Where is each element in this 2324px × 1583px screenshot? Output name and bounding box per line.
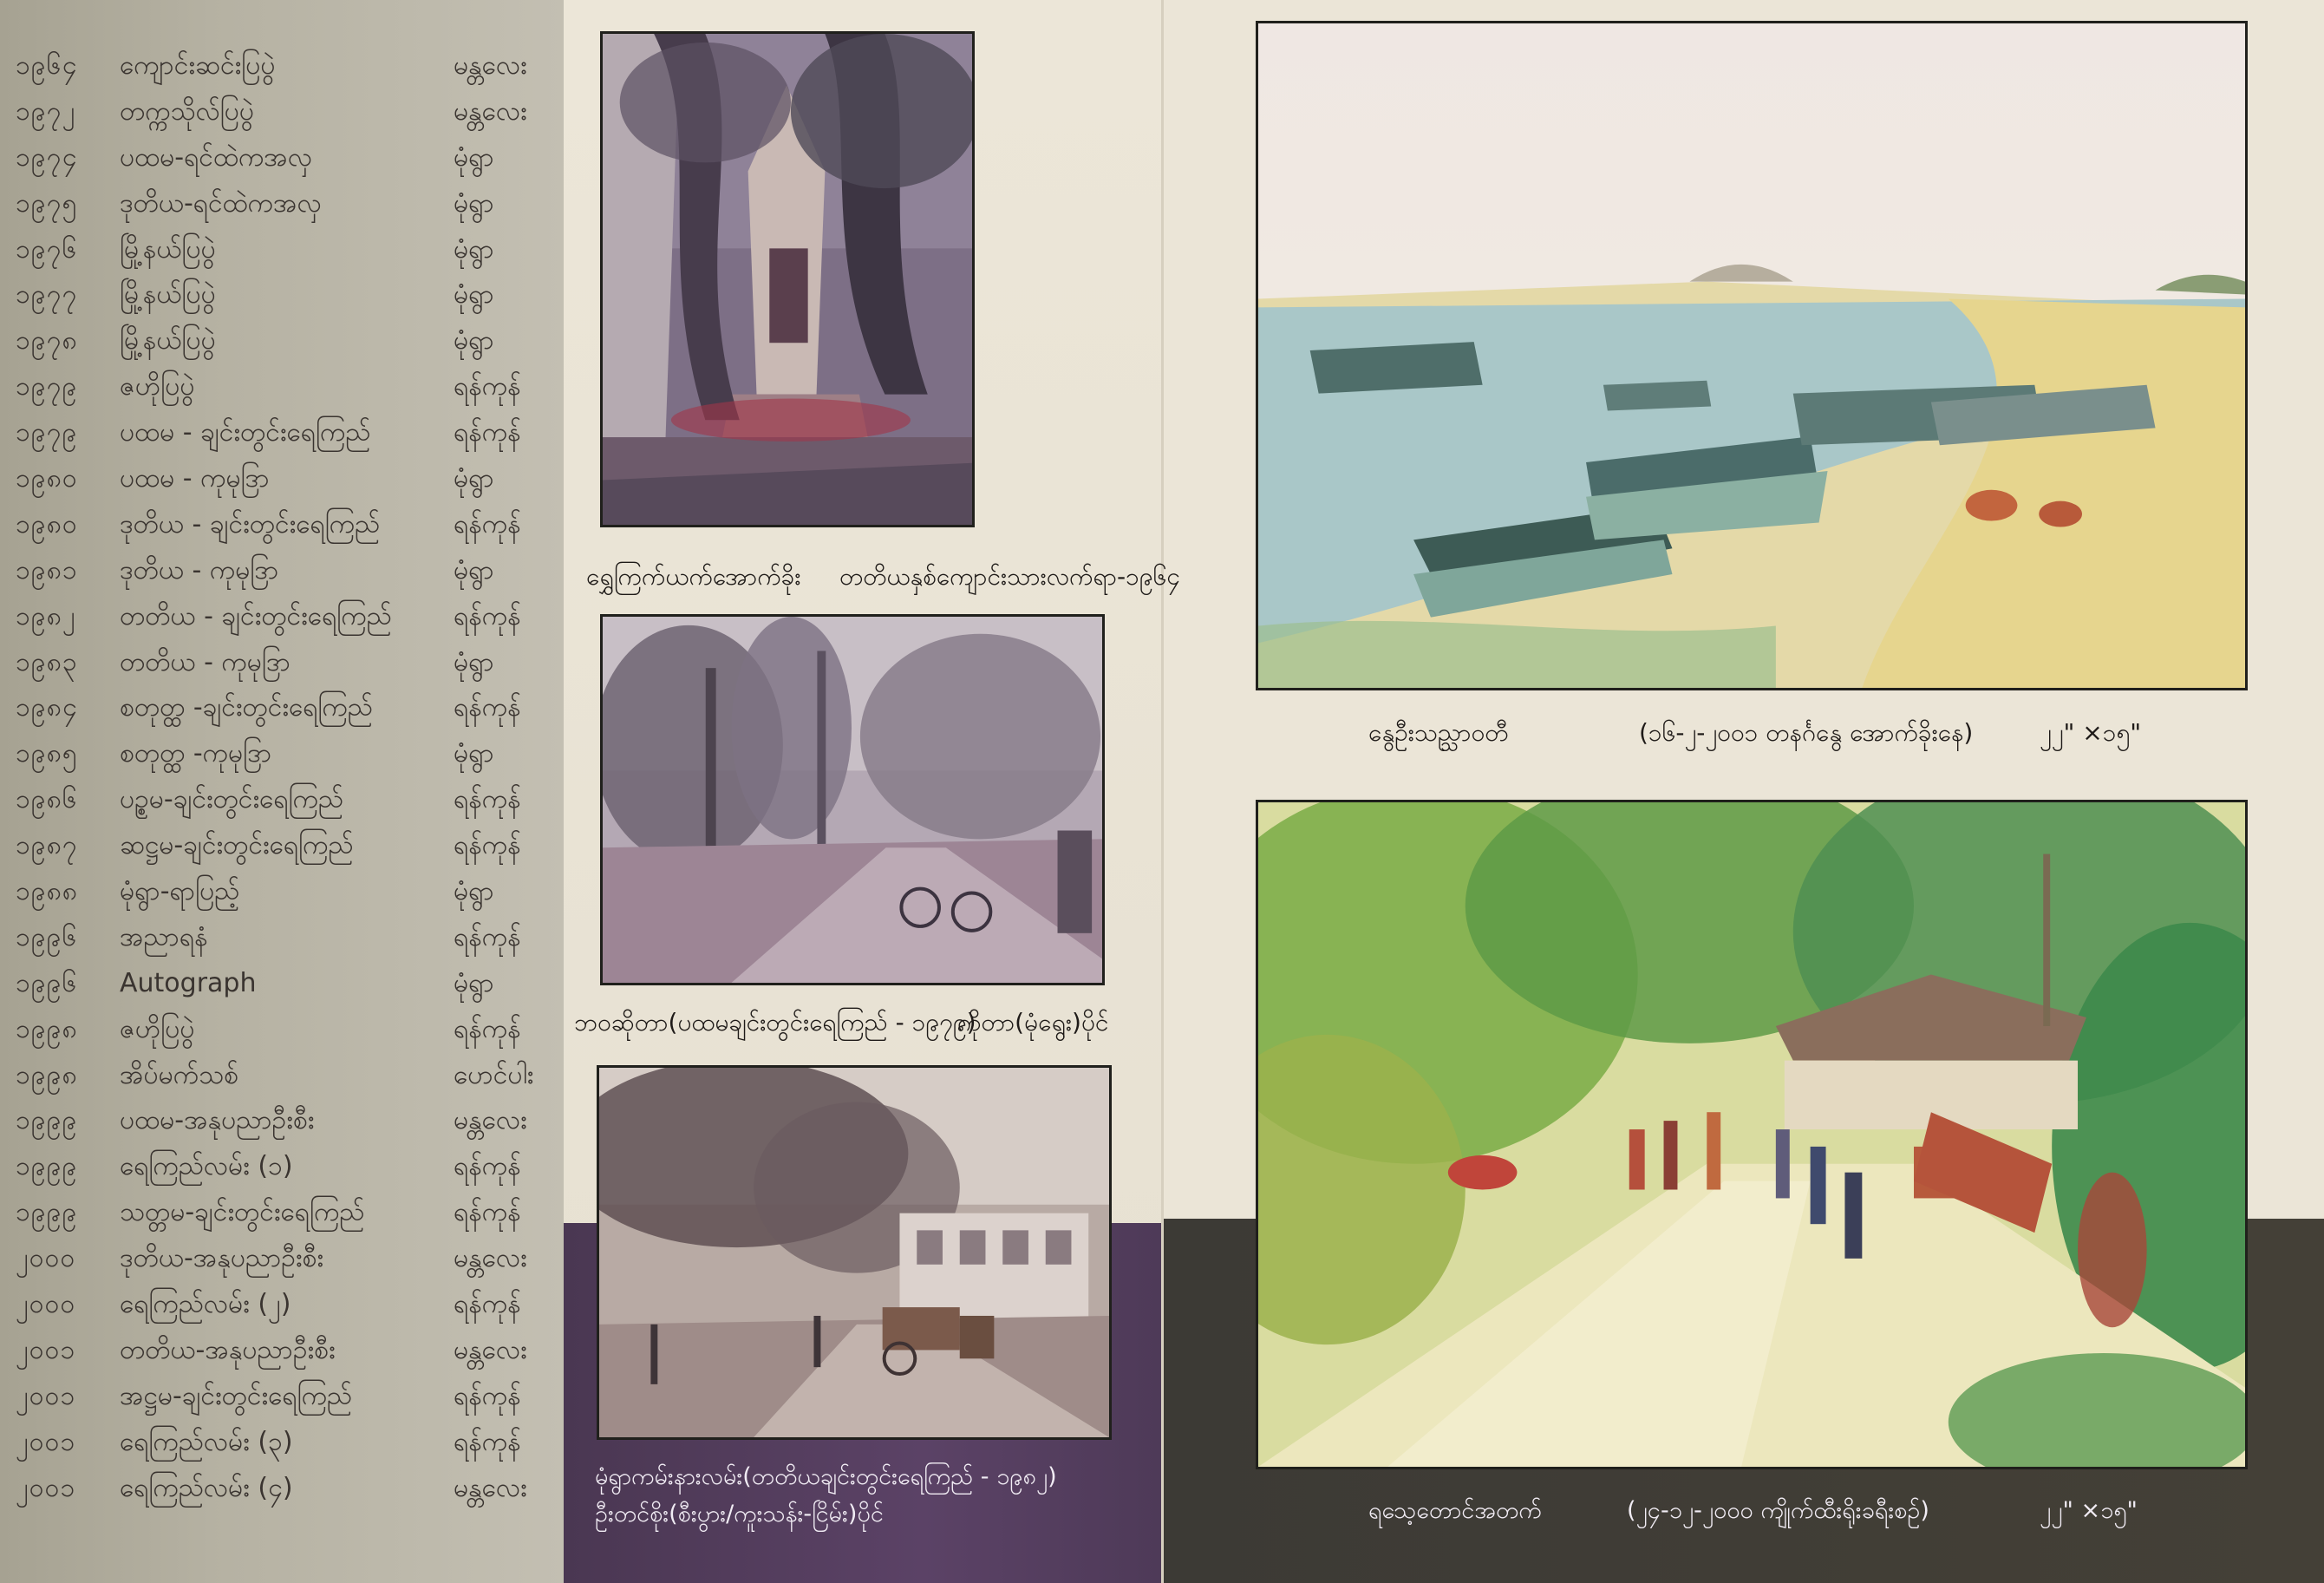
caption-road-owner: ကိုတာ(မုံရွေး)ပိုင်	[957, 1008, 1109, 1037]
caption-temple-detail: တတိယနှစ်ကျောင်းသားလက်ရာ-၁၉၆၄	[839, 562, 1181, 591]
exhibition-title: ပထမ-အနုပညာဦးစီး	[120, 1105, 315, 1136]
exhibition-place: ပောင်ပါး	[454, 1059, 534, 1090]
exhibition-place: ရန်ကုန်	[454, 1013, 521, 1044]
exhibition-year: ၁၉၈၃	[16, 646, 78, 677]
exhibition-row	[16, 43, 562, 89]
exhibition-title: ကျောင်းဆင်းပြပွဲ	[120, 50, 276, 81]
exhibition-row	[16, 410, 562, 456]
exhibition-title: တတိယ - ကုမုဒြာ	[120, 646, 290, 677]
exhibition-place: မုံရွာ	[454, 876, 494, 907]
exhibition-place: ရန်ကုန်	[454, 1426, 521, 1457]
exhibition-title: ရေကြည်လမ်း (၂)	[120, 1289, 291, 1320]
exhibition-title: ရေကြည်လမ်း (၁)	[120, 1151, 293, 1182]
exhibition-place: မန္တလေး	[454, 1472, 527, 1503]
exhibition-year: ၁၉၇၂	[16, 95, 76, 127]
exhibition-row	[16, 594, 562, 640]
exhibition-row	[16, 869, 562, 915]
exhibition-place: မုံရွာ	[454, 646, 494, 677]
exhibition-row	[16, 364, 562, 410]
exhibition-year: ၂၀၀၁	[16, 1472, 76, 1503]
exhibition-row	[16, 89, 562, 135]
exhibition-year: ၁၉၉၉	[16, 1151, 78, 1182]
exhibition-title: မြို့နယ်ပြပွဲ	[120, 233, 216, 265]
exhibition-panel	[0, 0, 564, 1583]
exhibition-place: ရန်ကုန်	[454, 921, 521, 952]
exhibition-title: ဒုတိယ-အနုပညာဦးစီး	[120, 1243, 324, 1274]
exhibition-place: မန္တလေး	[454, 1105, 527, 1136]
exhibition-place: ရန်ကုန်	[454, 417, 521, 448]
exhibition-row	[16, 731, 562, 777]
exhibition-row	[16, 272, 562, 318]
exhibition-place: ရန်ကုန်	[454, 692, 521, 723]
exhibition-title: တက္ကသိုလ်ပြပွဲ	[120, 95, 254, 127]
caption-temple-title: ရွှေကြက်ယက်အောက်ခိုး	[586, 562, 801, 591]
exhibition-year: ၁၉၇၅	[16, 187, 78, 219]
painting-market	[1256, 800, 2248, 1469]
painting-temple	[600, 31, 975, 527]
exhibition-year: ၁၉၇၇	[16, 279, 78, 311]
exhibition-year: ၁၉၇၆	[16, 233, 78, 265]
caption-street-line1: မုံရွာကမ်းနားလမ်း(တတိယချင်းတွင်းရေကြည် - ၁၉၈၂)	[595, 1463, 1057, 1490]
exhibition-place: မုံရွာ	[454, 233, 494, 265]
exhibition-title: မြို့နယ်ပြပွဲ	[120, 325, 216, 357]
exhibition-title: ဒုတိယ - ကုမုဒြာ	[120, 554, 279, 585]
caption-street-line2: ဦးတင်စိုး(စီးပွား/ကူးသန်း-ငြိမ်း)ပိုင်	[595, 1501, 884, 1527]
exhibition-row	[16, 685, 562, 731]
exhibition-place: မုံရွာ	[454, 463, 494, 494]
exhibition-place: မန္တလေး	[454, 95, 527, 127]
exhibition-year: ၂၀၀၀	[16, 1289, 76, 1320]
painting-river	[1256, 21, 2248, 690]
exhibition-year: ၁၉၉၈	[16, 1059, 78, 1090]
exhibition-place: ရန်ကုန်	[454, 600, 521, 631]
exhibition-row	[16, 456, 562, 502]
exhibition-title: အိပ်မက်သစ်	[120, 1059, 239, 1090]
exhibition-row	[16, 1098, 562, 1144]
exhibition-year: ၁၉၇၄	[16, 141, 78, 173]
exhibition-year: ၁၉၇၉	[16, 417, 78, 448]
exhibition-year: ၁၉၈၁	[16, 554, 78, 585]
exhibition-row	[16, 1007, 562, 1053]
caption-river-detail: (၁၆-၂-၂၀၀၁ တနင်္ဂနွေ အောက်ခိုးနေ)	[1639, 718, 1974, 747]
caption-market-title: ရသေ့တောင်အတက်	[1368, 1497, 1542, 1524]
exhibition-year: ၁၉၆၄	[16, 50, 78, 81]
exhibition-place: မန္တလေး	[454, 1334, 527, 1365]
exhibition-title: ဆဋ္ဌမ-ချင်းတွင်းရေကြည်	[120, 830, 354, 861]
caption-river-title: နွေဦးသည္သာဝတီ	[1368, 718, 1509, 747]
exhibition-place: မုံရွာ	[454, 967, 494, 998]
exhibition-title: စတုတ္ထ -ချင်းတွင်းရေကြည်	[120, 692, 373, 723]
painting-street	[597, 1065, 1112, 1440]
exhibition-row	[16, 227, 562, 273]
exhibition-year: ၂၀၀၀	[16, 1243, 76, 1274]
exhibition-title: မုံရွာ-ရာပြည့်	[120, 876, 240, 907]
exhibition-row	[16, 548, 562, 594]
exhibition-year: ၁၉၈၇	[16, 830, 78, 861]
exhibition-year: ၁၉၇၈	[16, 325, 78, 357]
exhibition-row	[16, 640, 562, 686]
exhibition-place: မုံရွာ	[454, 279, 494, 311]
exhibition-title: အဋ္ဌမ-ချင်းတွင်းရေကြည်	[120, 1380, 353, 1411]
exhibition-place: မုံရွာ	[454, 141, 494, 173]
exhibition-place: ရန်ကုန်	[454, 1289, 521, 1320]
exhibition-row	[16, 318, 562, 364]
exhibition-row	[16, 1236, 562, 1282]
exhibition-place: မုံရွာ	[454, 187, 494, 219]
exhibition-year: ၂၀၀၁	[16, 1380, 76, 1411]
exhibition-list	[16, 43, 562, 1512]
exhibition-year: ၁၉၈၈	[16, 876, 79, 907]
exhibition-year: ၁၉၈၀	[16, 463, 78, 494]
exhibition-title: ဇဟိုပြပွဲ	[120, 371, 195, 402]
exhibition-title: ဇဟိုပြပွဲ	[120, 1013, 195, 1044]
exhibition-year: ၁၉၉၆	[16, 921, 78, 952]
exhibition-year: ၁၉၇၉	[16, 371, 78, 402]
caption-market-detail: (၂၄-၁၂-၂၀၀၀ ကျိုက်ထီးရိုးခရီးစဉ်)	[1627, 1497, 1929, 1524]
exhibition-place: မန္တလေး	[454, 50, 527, 81]
exhibition-title: တတိယ - ချင်းတွင်းရေကြည်	[120, 600, 392, 631]
exhibition-year: ၂၀၀၁	[16, 1426, 76, 1457]
caption-road-title: ဘဝဆိုတာ(ပထမချင်းတွင်းရေကြည် - ၁၉၇၉)	[574, 1008, 976, 1037]
exhibition-title: ပဉ္စမ-ချင်းတွင်းရေကြည်	[120, 784, 343, 815]
exhibition-row	[16, 1328, 562, 1374]
exhibition-row	[16, 502, 562, 548]
exhibition-year: ၁၉၈၆	[16, 784, 78, 815]
exhibition-title: ပထမ - ချင်းတွင်းရေကြည်	[120, 417, 371, 448]
exhibition-title: ရေကြည်လမ်း (၄)	[120, 1472, 293, 1503]
exhibition-year: ၁၉၉၉	[16, 1105, 78, 1136]
exhibition-row	[16, 1374, 562, 1420]
exhibition-place: မုံရွာ	[454, 554, 494, 585]
exhibition-year: ၁၉၈၀	[16, 508, 78, 540]
exhibition-row	[16, 1144, 562, 1190]
exhibition-place: ရန်ကုန်	[454, 1380, 521, 1411]
exhibition-place: မန္တလေး	[454, 1243, 527, 1274]
exhibition-title: စတုတ္ထ -ကုမုဒြာ	[120, 738, 272, 769]
exhibition-title: ပထမ - ကုမုဒြာ	[120, 463, 270, 494]
exhibition-row	[16, 135, 562, 181]
exhibition-place: ရန်ကုန်	[454, 784, 521, 815]
exhibition-row	[16, 181, 562, 227]
exhibition-place: ရန်ကုန်	[454, 508, 521, 540]
exhibition-row	[16, 777, 562, 823]
exhibition-title: ပထမ-ရင်ထဲကအလှ	[120, 141, 312, 173]
exhibition-year: ၁၉၉၈	[16, 1013, 78, 1044]
exhibition-row	[16, 1466, 562, 1512]
exhibition-title: အညာရနံ	[120, 921, 208, 952]
exhibition-place: မုံရွာ	[454, 325, 494, 357]
exhibition-year: ၂၀၀၁	[16, 1334, 76, 1365]
caption-river-size: ၂၂" ×၁၅"	[2040, 718, 2142, 747]
exhibition-year: ၁၉၉၆	[16, 967, 78, 998]
exhibition-place: မုံရွာ	[454, 738, 494, 769]
exhibition-place: ရန်ကုန်	[454, 371, 521, 402]
exhibition-year: ၁၉၉၉	[16, 1197, 78, 1228]
exhibition-place: ရန်ကုန်	[454, 1151, 521, 1182]
exhibition-row	[16, 1282, 562, 1328]
exhibition-title: Autograph	[120, 967, 257, 998]
exhibition-title: သတ္တမ-ချင်းတွင်းရေကြည်	[120, 1197, 365, 1228]
exhibition-title: တတိယ-အနုပညာဦးစီး	[120, 1334, 336, 1365]
exhibition-title: ဒုတိယ - ချင်းတွင်းရေကြည်	[120, 508, 381, 540]
exhibition-year: ၁၉၈၅	[16, 738, 78, 769]
exhibition-row	[16, 1053, 562, 1099]
exhibition-row	[16, 1190, 562, 1236]
exhibition-place: ရန်ကုန်	[454, 830, 521, 861]
painting-road	[600, 614, 1105, 985]
exhibition-row	[16, 961, 562, 1007]
exhibition-row	[16, 1420, 562, 1466]
caption-market-size: ၂၂" ×၁၅"	[2040, 1497, 2138, 1524]
exhibition-title: ဒုတိယ-ရင်ထဲကအလှ	[120, 187, 322, 219]
exhibition-year: ၁၉၈၄	[16, 692, 78, 723]
exhibition-title: မြို့နယ်ပြပွဲ	[120, 279, 216, 311]
exhibition-title: ရေကြည်လမ်း (၃)	[120, 1426, 293, 1457]
exhibition-place: ရန်ကုန်	[454, 1197, 521, 1228]
exhibition-row	[16, 915, 562, 961]
exhibition-year: ၁၉၈၂	[16, 600, 76, 631]
exhibition-row	[16, 823, 562, 869]
